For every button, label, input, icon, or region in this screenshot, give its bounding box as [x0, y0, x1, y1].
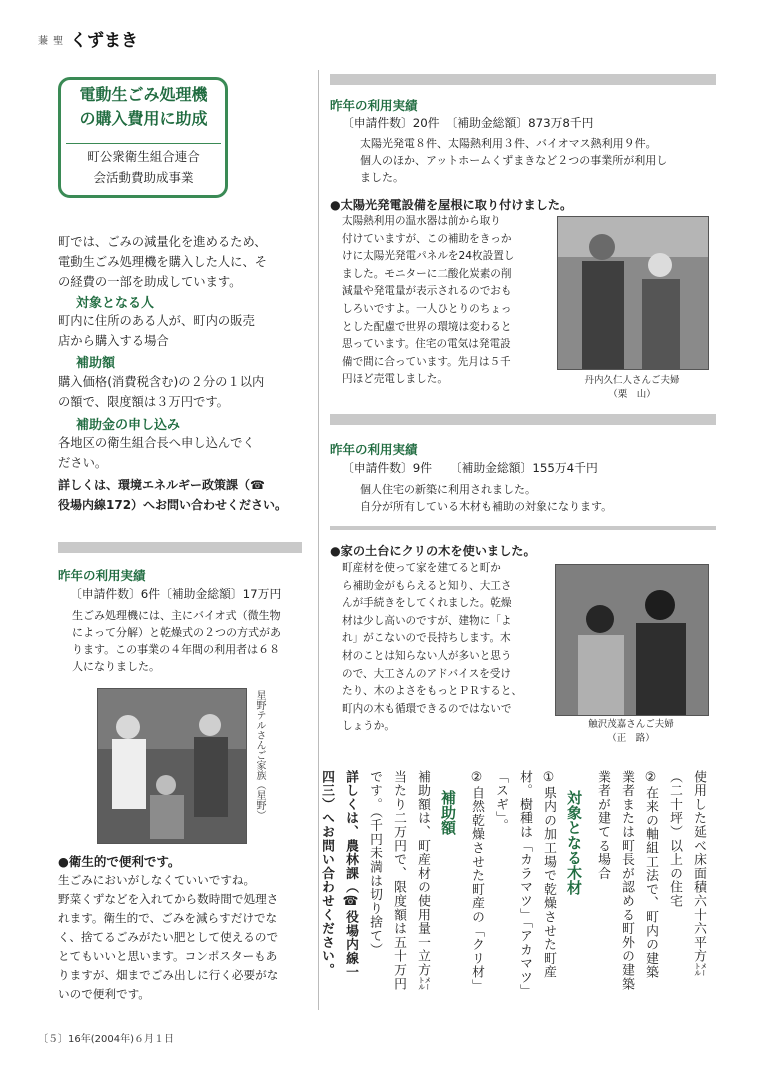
vertical-text-col: です。（千円未満は切り捨て） — [367, 770, 382, 957]
vertical-text-col: 使用した延べ床面積六十六平方㍍ — [691, 770, 706, 977]
story-line: 円ほど売電しました。 — [342, 373, 448, 386]
note-line: によって分解）と乾燥式の２つの方式があ — [72, 626, 281, 639]
vertical-text-col: ②自然乾燥させた町産の「クリ材」 — [469, 770, 484, 993]
target-heading: 対象となる人 — [76, 296, 155, 311]
vertical-text-col: 詳しくは、農林課（☎役場内線一 — [343, 770, 358, 980]
vertical-text-col: （二十坪）以上の住宅 — [667, 770, 682, 908]
intro-line: の経費の一部を助成しています。 — [58, 275, 242, 289]
vertical-text-col: 当たり二万円で、限度額は五十万円 — [391, 770, 406, 991]
section-divider-bar — [58, 542, 302, 553]
couple-photo-wood — [555, 564, 709, 716]
intro-paragraph — [58, 232, 308, 292]
title-line-1: 電動生ごみ処理機 — [79, 85, 208, 104]
story-line: 町産材を使って家を建てると町か — [342, 562, 501, 574]
subtitle-line-1: 町公衆衛生組合連合 — [87, 149, 200, 164]
note-line: 生ごみ処理機には、主にバイオ式（微生物 — [72, 609, 281, 622]
target-line: 店から購入する場合 — [58, 334, 169, 348]
apply-text — [58, 433, 308, 473]
couple-photo-wood-image — [556, 565, 708, 715]
story-line: りますが、畑までごみ出しに行く必要がな — [58, 968, 279, 982]
story-line: けに太陽光発電パネルを24枚設置し — [342, 250, 515, 263]
target-text — [58, 311, 308, 351]
caption-name: 触沢茂嘉さんご夫婦 — [588, 719, 674, 730]
story-line: 減量や発電量が表示されるのでおも — [342, 285, 512, 298]
vertical-text-col: ①県内の加工場で乾燥させた町産 — [541, 770, 556, 980]
title-box-divider — [66, 143, 221, 144]
vertical-text-col: 業者または町長が認める町外の建築 — [619, 770, 634, 991]
caption-name: 丹内久仁人さんご夫婦 — [584, 375, 680, 386]
solar-photo-caption — [557, 372, 707, 400]
note-line: ました。 — [360, 171, 404, 184]
intro-line: 町では、ごみの減量化を進めるため、 — [58, 235, 267, 249]
couple-photo-solar-image — [558, 217, 708, 369]
story-line: 思っています。住宅の電気は発電設 — [342, 338, 511, 351]
vertical-heading-subsidy: 補助額 — [439, 790, 457, 835]
story-line: く、捨てるごみがたい肥として使えるので — [58, 930, 279, 944]
wood-story-heading: ●家の土台にクリの木を使いました。 — [330, 544, 536, 558]
wood-story-text — [342, 560, 554, 736]
subtitle-line-2: 会活動費助成事業 — [93, 170, 194, 185]
contact-line: 役場内線172）へお問い合わせください。 — [58, 498, 288, 512]
story-line: 野菜くずなどを入れてから数時間で処理さ — [58, 892, 279, 906]
wood-results-heading: 昨年の利用実績 — [330, 442, 418, 457]
title-box-heading — [66, 83, 221, 131]
story-heading-sanitary: ●衛生的で便利です。 — [58, 854, 181, 869]
results-note — [72, 607, 307, 675]
wood-photo-caption — [555, 716, 707, 744]
story-line: ので、大工さんのアドバイスを受け — [342, 667, 511, 680]
family-photo-caption: 星野テルさんご家族（星野） — [254, 690, 265, 820]
story-text-sanitary — [58, 871, 308, 1004]
story-line: 付けていますが、この補助をきっか — [342, 232, 512, 245]
story-line: ました。モニターに二酸化炭素の削 — [342, 267, 512, 280]
family-photo-image — [98, 689, 246, 843]
story-line: 太陽熱利用の温水器は前から取り — [342, 215, 501, 227]
story-line: れます。衛生的で、ごみを減らすだけでな — [58, 911, 278, 925]
note-line: 自分が所有している木材も補助の対象になります。 — [360, 500, 613, 513]
story-line: とてもいいと思います。コンポスターもあ — [58, 949, 278, 963]
apply-line: 各地区の衛生組合長へ申し込んでく — [58, 436, 255, 450]
vertical-text-col: 四三）へお問い合わせください。 — [319, 770, 334, 977]
story-line: 町内の木も循環できるのではないで — [342, 702, 512, 715]
story-line: 材は少し高いのですが、建物に「よ — [342, 614, 512, 627]
solar-story-text — [342, 213, 552, 389]
vertical-text-col: 材。樹種は「カラマツ」「アカマツ」 — [517, 770, 532, 999]
note-line: 人になりました。 — [72, 660, 160, 673]
vertical-text-col: ②在来の軸組工法で、町内の建築 — [643, 770, 658, 980]
section-divider-bar — [330, 74, 716, 85]
story-line: いので便利です。 — [58, 987, 150, 1001]
story-line: 材のことは知らない人が多いと思う — [342, 649, 512, 662]
thin-divider — [330, 526, 716, 530]
subsidy-text — [58, 372, 308, 412]
magazine-logo: くずまき — [70, 31, 138, 51]
story-line: んが手続きをしてくれました。乾燥 — [342, 597, 512, 610]
wood-results-note — [360, 481, 720, 515]
page-footer: 〔５〕16年(2004年)６月１日 — [38, 1034, 174, 1045]
note-line: 個人のほか、アットホームくずまきなど２つの事業所が利用し — [360, 154, 668, 167]
solar-results-note — [360, 135, 720, 186]
note-line: ります。この事業の４年間の利用者は６８ — [72, 643, 281, 656]
subsidy-heading: 補助額 — [76, 356, 116, 371]
target-line: 町内に住所のある人が、町内の販売 — [58, 314, 255, 328]
story-line: しろいですよ。一人ひとりのちょっ — [342, 302, 512, 315]
note-line: 個人住宅の新築に利用されました。 — [360, 483, 536, 496]
section-divider-bar — [330, 414, 716, 425]
story-line: たり、木のよさをもっとＰＲすると、 — [342, 685, 523, 698]
story-line: 備で間に合っています。先月は５千 — [342, 355, 511, 368]
results-row: 〔申請件数〕6件〔補助金総額〕17万円 — [70, 587, 282, 601]
vertical-text-col: 「スギ」。 — [493, 770, 508, 833]
vertical-heading-wood: 対象となる木材 — [565, 790, 583, 895]
subsidy-line: の額で、限度額は３万円です。 — [58, 395, 229, 409]
title-line-2: の購入費用に助成 — [79, 109, 208, 128]
section-label: 蒹 聖 — [38, 36, 65, 47]
subsidy-line: 購入価格(消費税含む)の２分の１以内 — [58, 375, 265, 389]
contact-line: 詳しくは、環境エネルギー政策課（☎ — [58, 478, 265, 492]
caption-area: （正 路） — [607, 733, 655, 744]
solar-results-heading: 昨年の利用実績 — [330, 98, 418, 113]
apply-heading: 補助金の申し込み — [76, 418, 181, 433]
story-line: 生ごみにおいがしなくていいですね。 — [58, 873, 256, 887]
story-line: しょうか。 — [342, 720, 395, 733]
solar-story-heading: ●太陽光発電設備を屋根に取り付けました。 — [330, 198, 573, 212]
intro-line: 電動生ごみ処理機を購入した人に、そ — [58, 255, 268, 269]
apply-line: ださい。 — [58, 456, 108, 470]
story-line: とした配慮で世界の環境は変わると — [342, 320, 512, 333]
solar-results-row: 〔申請件数〕20件 〔補助金総額〕873万8千円 — [342, 116, 594, 130]
story-line: れ」がこないので長持ちします。木 — [342, 632, 511, 645]
wood-results-row: 〔申請件数〕9件 〔補助金総額〕155万4千円 — [342, 461, 598, 475]
story-line: ら補助金がもらえると知り、大工さ — [342, 579, 512, 592]
note-line: 太陽光発電８件、太陽熱利用３件、バイオマス熱利用９件。 — [360, 137, 657, 150]
couple-photo-solar — [557, 216, 709, 370]
vertical-text-col: 業者が建てる場合 — [595, 770, 610, 881]
vertical-text-col: 補助額は、町産材の使用量一立方㍍ — [415, 770, 430, 991]
results-heading: 昨年の利用実績 — [58, 568, 146, 583]
title-box-subtitle — [66, 146, 221, 188]
caption-area: （栗 山） — [608, 389, 656, 400]
contact-text — [58, 475, 308, 515]
family-photo — [97, 688, 247, 844]
